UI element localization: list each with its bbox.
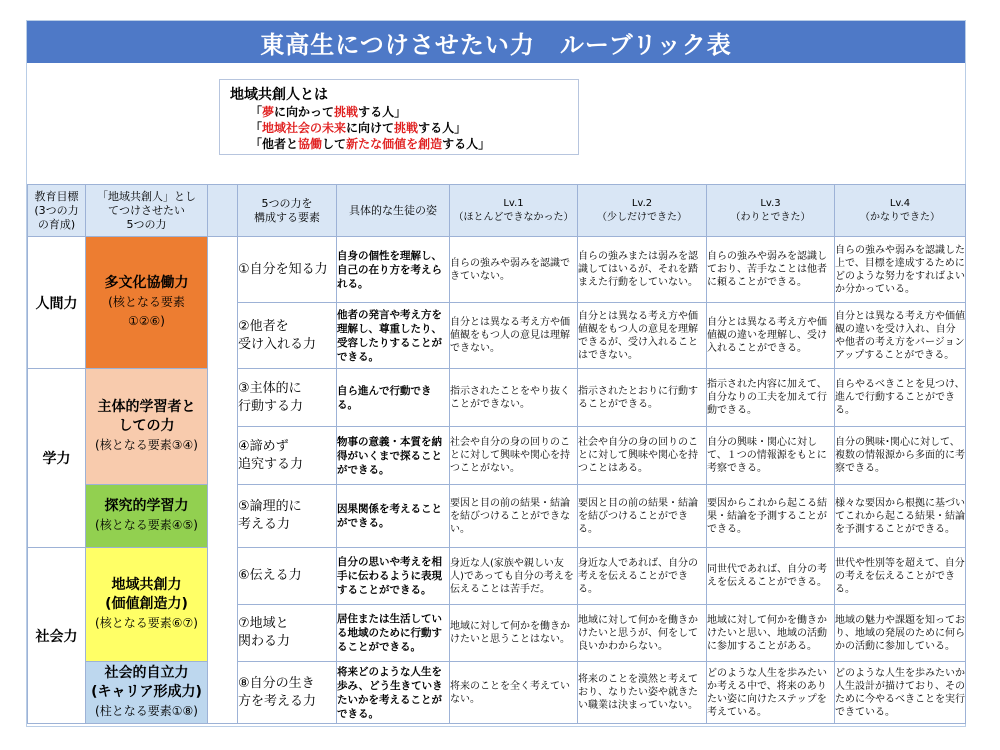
power-name: 主体的学習者と しての力 [97,399,196,434]
element-cell: ④諦めず 追究する力 [238,427,337,485]
definition-heading: 地域共創人とは [230,87,328,103]
power-social-independence [86,662,208,724]
lv3-cell: 自分とは異なる考え方や価値観の違いを理解し、受け入れることができる。 [707,303,835,369]
element-cell: ⑧自分の生き 方を考える力 [238,662,337,724]
lv2-cell: 地域に対して何かを働きかけたいと思うが、何をして良いかわからない。 [578,605,707,662]
lv4-cell: 自らの強みや弱みを認識した上で、目標を達成するためにどのような努力をすればよいか分かっている。 [835,237,966,303]
lv1-cell: 自分とは異なる考え方や価値観をもつ人の意見は理解できない。 [450,303,578,369]
power-multicultural [86,237,208,369]
lv2-cell: 指示されたとおりに行動することができる。 [578,369,707,427]
behavior-cell: 将来どのような人生を歩み、どう生きていきたいかを考えることができる。 [337,662,450,724]
lv2-cell: 要因と目の前の結果・結論を結びつけることができる。 [578,485,707,548]
element-cell: ①自分を知る力 [238,237,337,303]
lv1-cell: 指示されたことをやり抜くことができない。 [450,369,578,427]
header-spacer [208,185,238,237]
lv3-cell: 自らの強みや弱みを認識しており、苦手なことは他者に頼ることができる。 [707,237,835,303]
power-name: 社会的自立力 (キャリア形成力) [91,665,202,700]
lv2-cell: 身近な人であれば、自分の考えを伝えることができる。 [578,548,707,605]
behavior-cell: 自ら進んで行動できる。 [337,369,450,427]
goal-academic: 学力 [28,369,86,548]
behavior-cell: 物事の意義・本質を納得がいくまで探ることができる。 [337,427,450,485]
lv3-cell: 自分の興味・関心に対して、１つの情報源をもとに考察できる。 [707,427,835,485]
element-cell: ③主体的に 行動する力 [238,369,337,427]
power-sub: (核となる要素③④) [95,438,198,452]
lv1-cell: 要因と目の前の結果・結論を結びつけることができない。 [450,485,578,548]
power-sub: (柱となる要素①⑧) [95,704,198,718]
header-lv1: Lv.1 （ほとんどできなかった） [450,185,578,237]
header-element: 5つの力を 構成する要素 [238,185,337,237]
element-cell: ⑦地域と 関わる力 [238,605,337,662]
header-goal: 教育目標 (3つの力 の育成) [28,185,86,237]
lv1-cell: 身近な人(家族や親しい友人)であっても自分の考えを伝えることは苦手だ。 [450,548,578,605]
behavior-cell: 因果関係を考えることができる。 [337,485,450,548]
power-sub: (核となる要素⑥⑦) [95,616,198,630]
power-sub: (核となる要素④⑤) [95,518,198,532]
header-lv2: Lv.2 （少しだけできた） [578,185,707,237]
lv4-cell: 様々な要因から根拠に基づいてこれから起こる結果・結論を予測することができる。 [835,485,966,548]
lv2-cell: 将来のことを漠然と考えており、なりたい姿や就きたい職業は決まっていない。 [578,662,707,724]
lv1-cell: 自らの強みや弱みを認識できていない。 [450,237,578,303]
rubric-row-5 [28,485,966,548]
element-cell: ⑥伝える力 [238,548,337,605]
definition-box [219,79,579,155]
behavior-cell: 他者の発言や考え方を理解し、尊重したり、受容したりすることができる。 [337,303,450,369]
header-row [28,185,966,237]
power-independent-learner [86,369,208,485]
power-sub: (核となる要素 ①②⑥) [108,295,185,328]
lv2-cell: 社会や自分の身の回りのことに対して興味や関心を持つことはある。 [578,427,707,485]
lv3-cell: 地域に対して何かを働きかけたいと思い、地域の活動に参加することがある。 [707,605,835,662]
power-name: 探究的学習力 [104,498,189,514]
behavior-cell: 自分の思いや考えを相手に伝わるように表現することができる。 [337,548,450,605]
rubric-table [27,184,966,724]
lv1-cell: 地域に対して何かを働きかけたいと思うことはない。 [450,605,578,662]
lv4-cell: どのような人生を歩みたいか人生設計が描けており、そのために今やるべきことを実行できている。 [835,662,966,724]
lv3-cell: どのような人生を歩みたいか考える中で、将来のありたい姿に向けたステップを考えている。 [707,662,835,724]
rubric-row-3 [28,369,966,427]
element-cell: ②他者を 受け入れる力 [238,303,337,369]
header-power: 「地域共創人」とし てつけさせたい 5つの力 [86,185,208,237]
spacer-column [208,237,238,724]
header-lv4: Lv.4 （かなりできた） [835,185,966,237]
power-inquiry [86,485,208,548]
lv3-cell: 同世代であれば、自分の考えを伝えることができる。 [707,548,835,605]
lv3-cell: 要因からこれから起こる結果・結論を予測することができる。 [707,485,835,548]
definition-line-3: 「他者と協働して新たな価値を創造する人」 [250,137,491,151]
lv1-cell: 社会や自分の身の回りのことに対して興味や関心を持つことがない。 [450,427,578,485]
lv4-cell: 自らやるべきことを見つけ、進んで行動することができる。 [835,369,966,427]
goal-social: 社会力 [28,548,86,724]
rubric-row-6 [28,548,966,605]
lv4-cell: 世代や性別等を超えて、自分の考えを伝えることができる。 [835,548,966,605]
element-cell: ⑤論理的に 考える力 [238,485,337,548]
goal-human: 人間力 [28,237,86,369]
behavior-cell: 居住または生活している地域のために行動することができる。 [337,605,450,662]
lv4-cell: 自分とは異なる考え方や価値観の違いを受け入れ、自分や他者の考え方をバージョンアップすることができる。 [835,303,966,369]
power-name: 地域共創力 (価値創造力) [105,577,188,612]
lv2-cell: 自分とは異なる考え方や価値観をもつ人の意見を理解できるが、受け入れることはできない。 [578,303,707,369]
header-behavior: 具体的な生徒の姿 [337,185,450,237]
lv3-cell: 指示された内容に加えて、自分なりの工夫を加えて行動できる。 [707,369,835,427]
behavior-cell: 自身の個性を理解し、自己の在り方を考えられる。 [337,237,450,303]
lv4-cell: 地域の魅力や課題を知っており、地域の発展のために何らかの活動に参加している。 [835,605,966,662]
header-lv3: Lv.3 （わりとできた） [707,185,835,237]
page-title: 東高生につけさせたい力 ルーブリック表 [27,21,965,63]
lv1-cell: 将来のことを全く考えていない。 [450,662,578,724]
definition-line-1: 「夢に向かって挑戦する人」 [250,105,407,119]
power-regional-co-creation [86,548,208,662]
rubric-row-8 [28,662,966,724]
lv4-cell: 自分の興味･関心に対して、複数の情報源から多面的に考察できる。 [835,427,966,485]
rubric-row-1 [28,237,966,303]
lv2-cell: 自らの強みまたは弱みを認識してはいるが、それを踏まえた行動をしていない。 [578,237,707,303]
definition-line-2: 「地域社会の未来に向けて挑戦する人」 [250,121,467,135]
power-name: 多文化協働力 [104,275,189,291]
